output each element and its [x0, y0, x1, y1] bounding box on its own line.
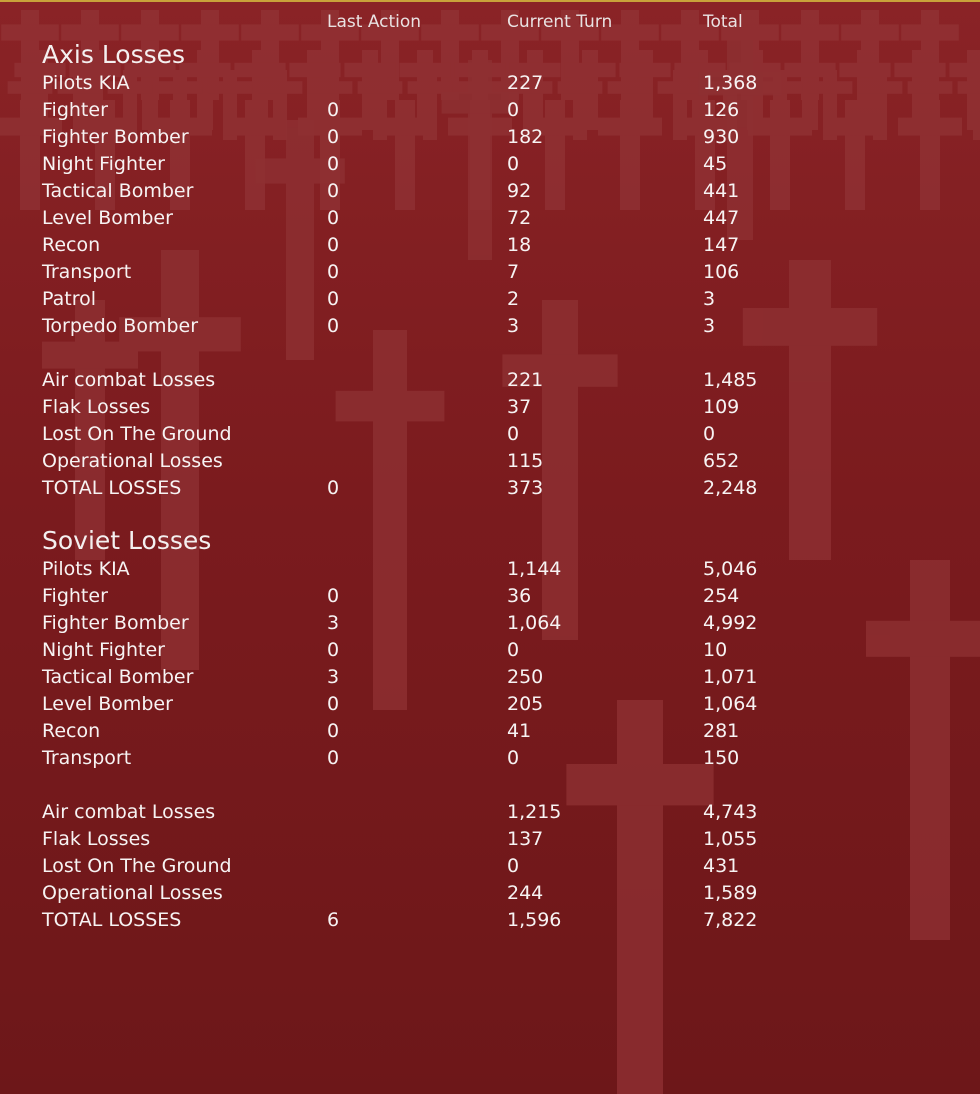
current-turn-value: 0: [507, 639, 520, 661]
current-turn-value: 7: [507, 261, 520, 283]
last-action-value: 0: [327, 288, 340, 310]
loss-row: [0, 853, 980, 880]
total-value: 106: [703, 261, 740, 283]
last-action-value: 3: [327, 612, 340, 634]
row-label: Lost On The Ground: [42, 423, 232, 445]
row-label: Recon: [42, 234, 101, 256]
total-value: 147: [703, 234, 740, 256]
total-value: 1,485: [703, 369, 758, 391]
row-label: TOTAL LOSSES: [42, 909, 182, 931]
current-turn-value: 1,215: [507, 801, 562, 823]
current-turn-value: 221: [507, 369, 544, 391]
total-value: 4,992: [703, 612, 758, 634]
last-action-value: 0: [327, 747, 340, 769]
row-label: Air combat Losses: [42, 801, 216, 823]
loss-row: [0, 448, 980, 475]
row-label: Pilots KIA: [42, 72, 130, 94]
row-label: TOTAL LOSSES: [42, 477, 182, 499]
current-turn-value: 250: [507, 666, 544, 688]
total-value: 7,822: [703, 909, 758, 931]
loss-row: [0, 718, 980, 745]
last-action-value: 0: [327, 477, 340, 499]
current-turn-value: 37: [507, 396, 532, 418]
total-value: 4,743: [703, 801, 758, 823]
current-turn-value: 92: [507, 180, 532, 202]
total-value: 2,248: [703, 477, 758, 499]
loss-row: [0, 394, 980, 421]
header-last-action: Last Action: [327, 12, 422, 32]
row-label: Transport: [42, 261, 132, 283]
total-value: 447: [703, 207, 740, 229]
total-value: 431: [703, 855, 740, 877]
current-turn-value: 0: [507, 855, 520, 877]
section-title: Soviet Losses: [42, 526, 212, 555]
loss-row: [0, 313, 980, 340]
total-value: 652: [703, 450, 740, 472]
current-turn-value: 0: [507, 747, 520, 769]
total-value: 109: [703, 396, 740, 418]
current-turn-value: 205: [507, 693, 544, 715]
current-turn-value: 72: [507, 207, 532, 229]
loss-row: [0, 286, 980, 313]
row-label: Tactical Bomber: [42, 666, 194, 688]
current-turn-value: 182: [507, 126, 544, 148]
total-value: 3: [703, 315, 716, 337]
row-label: Air combat Losses: [42, 369, 216, 391]
current-turn-value: 3: [507, 315, 520, 337]
current-turn-value: 41: [507, 720, 532, 742]
loss-row: [0, 259, 980, 286]
row-label: Pilots KIA: [42, 558, 130, 580]
total-value: 1,064: [703, 693, 758, 715]
loss-row: [0, 232, 980, 259]
row-label: Fighter: [42, 585, 108, 607]
total-value: 45: [703, 153, 728, 175]
loss-row: [0, 880, 980, 907]
current-turn-value: 1,064: [507, 612, 562, 634]
section-title: Axis Losses: [42, 40, 186, 69]
current-turn-value: 137: [507, 828, 544, 850]
row-label: Flak Losses: [42, 396, 151, 418]
row-label: Tactical Bomber: [42, 180, 194, 202]
header-total: Total: [703, 12, 743, 32]
current-turn-value: 18: [507, 234, 532, 256]
last-action-value: 0: [327, 234, 340, 256]
loss-row: [0, 124, 980, 151]
loss-row: [0, 97, 980, 124]
total-value: 5,046: [703, 558, 758, 580]
current-turn-value: 36: [507, 585, 532, 607]
total-value: 10: [703, 639, 728, 661]
row-label: Level Bomber: [42, 693, 173, 715]
loss-row: [0, 745, 980, 772]
total-value: 0: [703, 423, 716, 445]
total-value: 126: [703, 99, 740, 121]
current-turn-value: 2: [507, 288, 520, 310]
last-action-value: 0: [327, 207, 340, 229]
loss-row: [0, 799, 980, 826]
row-label: Level Bomber: [42, 207, 173, 229]
last-action-value: 0: [327, 315, 340, 337]
last-action-value: 0: [327, 180, 340, 202]
last-action-value: 6: [327, 909, 340, 931]
loss-row: [0, 205, 980, 232]
loss-row: [0, 826, 980, 853]
current-turn-value: 244: [507, 882, 544, 904]
last-action-value: 0: [327, 693, 340, 715]
row-label: Fighter Bomber: [42, 126, 189, 148]
loss-row: [0, 691, 980, 718]
total-value: 1,368: [703, 72, 758, 94]
total-value: 1,071: [703, 666, 758, 688]
last-action-value: 0: [327, 639, 340, 661]
current-turn-value: 373: [507, 477, 544, 499]
row-label: Night Fighter: [42, 639, 165, 661]
total-value: 281: [703, 720, 740, 742]
loss-row: [0, 178, 980, 205]
loss-row: [0, 637, 980, 664]
header-current-turn: Current Turn: [507, 12, 613, 32]
total-value: 441: [703, 180, 740, 202]
total-value: 254: [703, 585, 740, 607]
current-turn-value: 1,144: [507, 558, 562, 580]
last-action-value: 0: [327, 720, 340, 742]
loss-row: [0, 610, 980, 637]
loss-row: [0, 151, 980, 178]
total-value: 1,589: [703, 882, 758, 904]
loss-row: [0, 70, 980, 97]
last-action-value: 3: [327, 666, 340, 688]
current-turn-value: 1,596: [507, 909, 562, 931]
total-value: 930: [703, 126, 740, 148]
last-action-value: 0: [327, 585, 340, 607]
row-label: Night Fighter: [42, 153, 165, 175]
top-border: [0, 0, 980, 2]
row-label: Operational Losses: [42, 882, 223, 904]
current-turn-value: 0: [507, 423, 520, 445]
last-action-value: 0: [327, 99, 340, 121]
last-action-value: 0: [327, 126, 340, 148]
row-label: Patrol: [42, 288, 96, 310]
loss-row: [0, 367, 980, 394]
current-turn-value: 115: [507, 450, 544, 472]
loss-row: [0, 421, 980, 448]
loss-row: [0, 556, 980, 583]
loss-row: [0, 907, 980, 934]
total-value: 1,055: [703, 828, 758, 850]
last-action-value: 0: [327, 261, 340, 283]
total-value: 3: [703, 288, 716, 310]
current-turn-value: 0: [507, 99, 520, 121]
loss-row: [0, 475, 980, 502]
loss-row: [0, 583, 980, 610]
row-label: Recon: [42, 720, 101, 742]
row-label: Fighter Bomber: [42, 612, 189, 634]
row-label: Lost On The Ground: [42, 855, 232, 877]
last-action-value: 0: [327, 153, 340, 175]
loss-row: [0, 664, 980, 691]
row-label: Flak Losses: [42, 828, 151, 850]
current-turn-value: 0: [507, 153, 520, 175]
row-label: Operational Losses: [42, 450, 223, 472]
row-label: Fighter: [42, 99, 108, 121]
row-label: Transport: [42, 747, 132, 769]
current-turn-value: 227: [507, 72, 544, 94]
row-label: Torpedo Bomber: [42, 315, 199, 337]
total-value: 150: [703, 747, 740, 769]
